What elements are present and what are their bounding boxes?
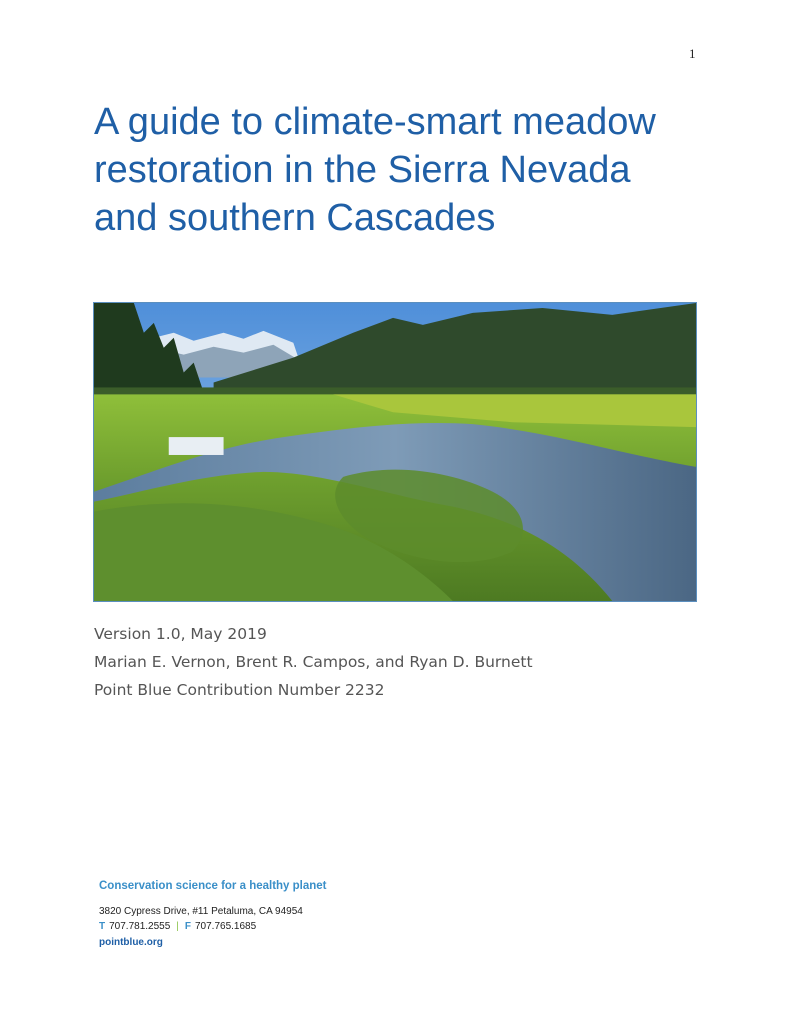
cascade [169, 437, 224, 455]
meadow-illustration [94, 303, 696, 601]
footer-tagline: Conservation science for a healthy planet [99, 880, 327, 892]
version-line: Version 1.0, May 2019 [94, 625, 267, 643]
cover-photo [93, 302, 697, 602]
website-link[interactable]: pointblue.org [99, 937, 163, 948]
page-number: 1 [689, 46, 696, 61]
footer-address: 3820 Cypress Drive, #11 Petaluma, CA 94954 [99, 906, 303, 917]
contribution-line: Point Blue Contribution Number 2232 [94, 681, 385, 699]
footer-contact [99, 921, 256, 932]
phone-number: 707.781.2555 [109, 921, 171, 932]
fax-number: 707.765.1685 [195, 921, 257, 932]
fax-label: F [184, 921, 191, 932]
phone-label: T [99, 921, 106, 932]
document-title: A guide to climate-smart meadow restoration in the Sierra Nevada and southern Cascades [94, 101, 656, 239]
authors-line: Marian E. Vernon, Brent R. Campos, and Ryan D. Burnett [94, 653, 533, 671]
divider-bar: | [176, 921, 179, 932]
